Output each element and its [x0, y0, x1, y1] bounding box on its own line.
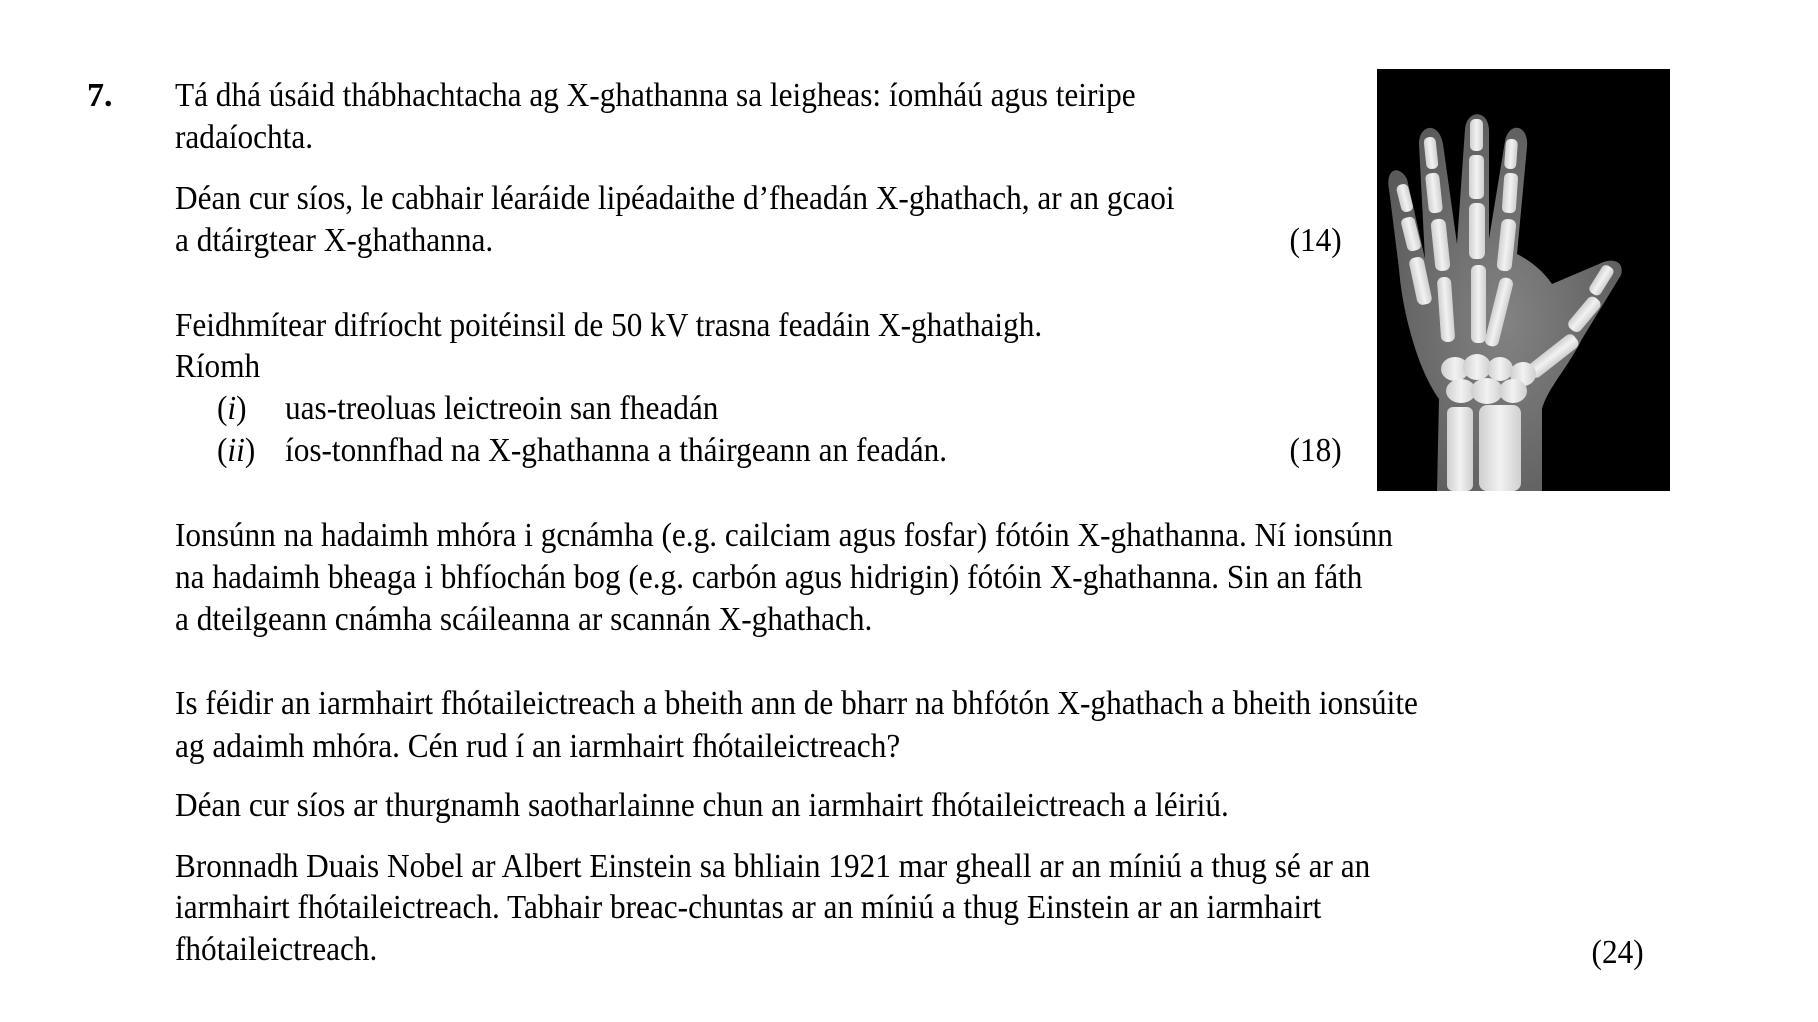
- part-a-line-1: Déan cur síos, le cabhair léaráide lipéadaithe d’fheadán X-ghathach, ar an gcaoi: [175, 180, 1175, 217]
- part-b-line-2: Ríomh: [175, 348, 261, 385]
- part-b-item-i-label: (i): [217, 390, 247, 427]
- part-b-item-i-text: uas-treoluas leictreoin san fheadán: [285, 390, 719, 427]
- part-c-question-line-2: ag adaimh mhóra. Cén rud í an iarmhairt fhótaileictreach?: [175, 728, 901, 765]
- part-a-marks: (14): [1289, 222, 1342, 259]
- part-c-einstein-line-2: iarmhairt fhótaileictreach. Tabhair breac-chuntas ar an míniú a thug Einstein ar an iarmhairt: [175, 889, 1322, 926]
- part-a-line-2: a dtáirgtear X-ghathanna.: [175, 222, 494, 259]
- item-label: ii: [227, 432, 245, 469]
- info-line-3: a dteilgeann cnámha scáileanna ar scannán X-ghathach.: [175, 601, 873, 638]
- hand-xray-icon: [1377, 69, 1670, 491]
- info-line-2: na hadaimh bheaga i bhfíochán bog (e.g. carbón agus hidrigin) fótóin X-ghathanna. Sin an fáth: [175, 559, 1363, 596]
- item-label: i: [227, 390, 237, 427]
- intro-line-2: radaíochta.: [175, 119, 314, 156]
- question-number: 7.: [87, 77, 113, 114]
- hand-xray-image: [1377, 69, 1670, 491]
- part-c-einstein-line-1: Bronnadh Duais Nobel ar Albert Einstein sa bhliain 1921 mar gheall ar an míniú a thug sé ar an: [175, 848, 1371, 885]
- part-b-item-ii-label: (ii): [217, 432, 256, 469]
- part-b-line-1: Feidhmítear difríocht poitéinsil de 50 kV trasna feadáin X-ghathaigh.: [175, 307, 1043, 344]
- part-b-item-ii-text: íos-tonnfhad na X-ghathanna a tháirgeann an feadán.: [285, 432, 948, 469]
- part-c-question-line-1: Is féidir an iarmhairt fhótaileictreach a bheith ann de bharr na bhfótón X-ghathach a bheith ionsúite: [175, 685, 1418, 722]
- part-c-experiment-line: Déan cur síos ar thurgnamh saotharlainne chun an iarmhairt fhótaileictreach a léiriú.: [175, 787, 1229, 824]
- intro-line-1: Tá dhá úsáid thábhachtacha ag X-ghathanna sa leigheas: íomháú agus teiripe: [175, 77, 1136, 114]
- part-c-marks: (24): [1591, 934, 1644, 971]
- part-c-einstein-line-3: fhótaileictreach.: [175, 931, 378, 968]
- part-b-marks: (18): [1289, 432, 1342, 469]
- info-line-1: Ionsúnn na hadaimh mhóra i gcnámha (e.g. cailciam agus fosfar) fótóin X-ghathanna. Ní ionsúnn: [175, 517, 1393, 554]
